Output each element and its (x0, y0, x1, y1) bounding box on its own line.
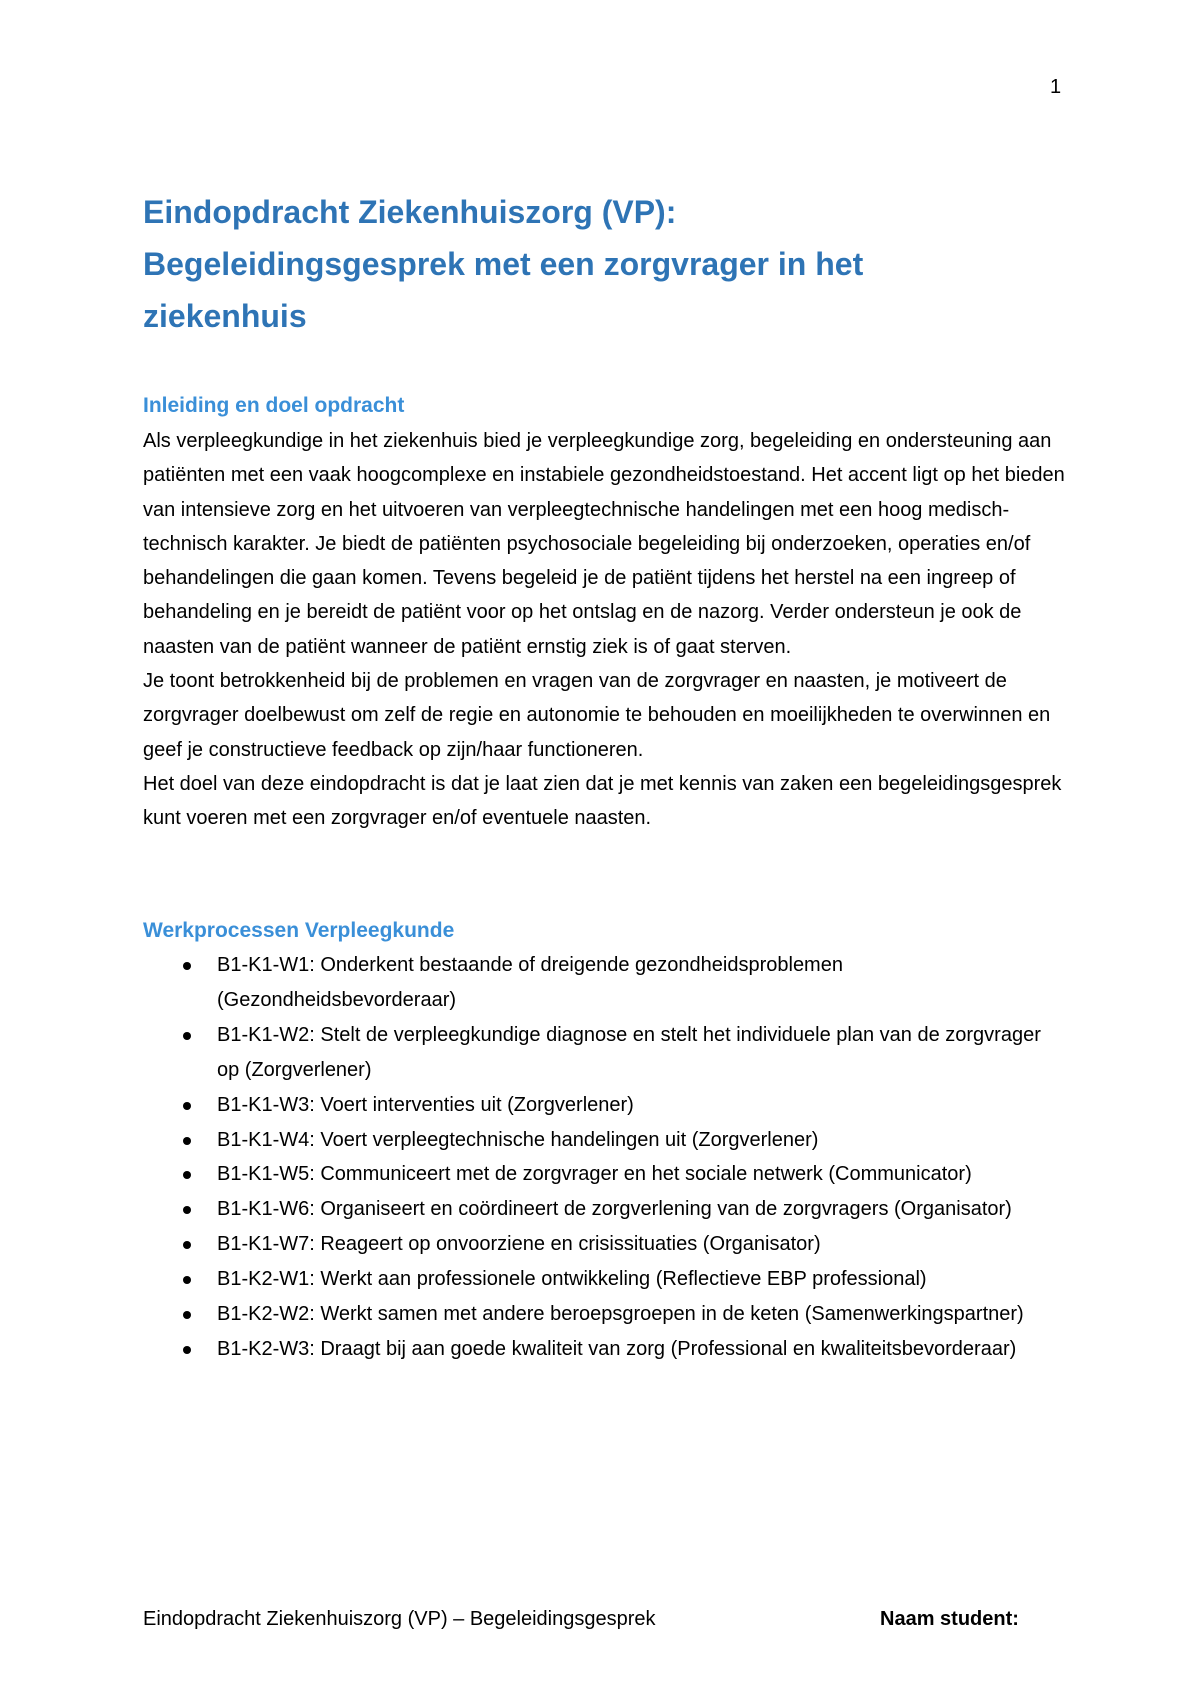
title-line-2: Begeleidingsgesprek met een zorgvrager in het (143, 246, 864, 282)
list-item (183, 1157, 1063, 1192)
werkprocessen-list (183, 948, 1063, 1367)
list-item (183, 1262, 1063, 1297)
list-item (183, 1297, 1063, 1332)
list-item (183, 1123, 1063, 1158)
intro-text (143, 424, 1078, 836)
list-item (183, 1018, 1063, 1088)
bullet-icon (183, 1276, 191, 1284)
intro-paragraph-2: Je toont betrokkenheid bij de problemen en vragen van de zorgvrager en naasten, je motiveert de zorgvrager doelbewust om zelf de regie en autonomie te behouden en moeilijkheden te overwinnen en geef je constructieve feedback op zijn/haar functioneren. (143, 670, 1051, 761)
list-item-text: B1-K1-W6: Organiseert en coördineert de zorgverlening van de zorgvragers (Organisator) (217, 1198, 1012, 1221)
bullet-icon (183, 1206, 191, 1214)
list-item-text: B1-K1-W2: Stelt de verpleegkundige diagnose en stelt het individuele plan van de zorgvrager op (Zorgverlener) (217, 1023, 1041, 1081)
list-item-text: B1-K2-W1: Werkt aan professionele ontwikkeling (Reflectieve EBP professional) (217, 1268, 927, 1291)
intro-heading: Inleiding en doel opdracht (143, 394, 405, 417)
list-item-text: B1-K1-W4: Voert verpleegtechnische handelingen uit (Zorgverlener) (217, 1128, 819, 1151)
bullet-icon (183, 1171, 191, 1179)
bullet-icon (183, 962, 191, 970)
intro-paragraph-3: Het doel van deze eindopdracht is dat je laat zien dat je met kennis van zaken een begeleidingsgesprek kunt voeren met een zorgvrager en/of eventuele naasten. (143, 772, 1062, 830)
page-number: 1 (1050, 76, 1062, 98)
list-item (183, 1088, 1063, 1123)
bullet-icon (183, 1346, 191, 1354)
title-line-3: ziekenhuis (143, 298, 307, 334)
werkprocessen-heading: Werkprocessen Verpleegkunde (143, 919, 455, 942)
bullet-icon (183, 1102, 191, 1110)
list-item-text: B1-K2-W3: Draagt bij aan goede kwaliteit van zorg (Professional en kwaliteitsbevorderaar) (217, 1337, 1017, 1360)
list-item-text: B1-K1-W7: Reageert op onvoorziene en crisissituaties (Organisator) (217, 1233, 821, 1256)
bullet-icon (183, 1032, 191, 1040)
bullet-icon (183, 1311, 191, 1319)
list-item-text: B1-K1-W5: Communiceert met de zorgvrager en het sociale netwerk (Communicator) (217, 1163, 972, 1186)
footer-student-name-label: Naam student: (880, 1608, 1019, 1630)
document-title (143, 186, 1103, 342)
list-item-text: B1-K1-W1: Onderkent bestaande of dreigende gezondheidsproblemen (Gezondheidsbevorderaar) (217, 954, 843, 1011)
list-item-text: B1-K1-W3: Voert interventies uit (Zorgverlener) (217, 1093, 634, 1116)
list-item (183, 948, 1063, 1018)
title-line-1: Eindopdracht Ziekenhuiszorg (VP): (143, 194, 677, 230)
bullet-icon (183, 1137, 191, 1145)
list-item (183, 1332, 1063, 1367)
list-item (183, 1227, 1063, 1262)
bullet-icon (183, 1241, 191, 1249)
footer-document-title: Eindopdracht Ziekenhuiszorg (VP) – Begeleidingsgesprek (143, 1608, 656, 1630)
intro-paragraph-1: Als verpleegkundige in het ziekenhuis bied je verpleegkundige zorg, begeleiding en ondersteuning aan patiënten met een vaak hoogcomplexe en instabiele gezondheidstoestand. Het accent ligt op het bieden van intensieve zorg en het uitvoeren van verpleegtechnische handelingen met een hoog medisch-technisch karakter. Je biedt de patiënten psychosociale begeleiding bij onderzoeken, operaties en/of behandelingen die gaan komen. Tevens begeleid je de patiënt tijdens het herstel na een ingreep of behandeling en je bereidt de patiënt voor op het ontslag en de nazorg. Verder ondersteun je ook de naasten van de patiënt wanneer de patiënt ernstig ziek is of gaat sterven. (143, 430, 1065, 658)
list-item-text: B1-K2-W2: Werkt samen met andere beroepsgroepen in de keten (Samenwerkingspartner) (217, 1303, 1024, 1326)
list-item (183, 1192, 1063, 1227)
